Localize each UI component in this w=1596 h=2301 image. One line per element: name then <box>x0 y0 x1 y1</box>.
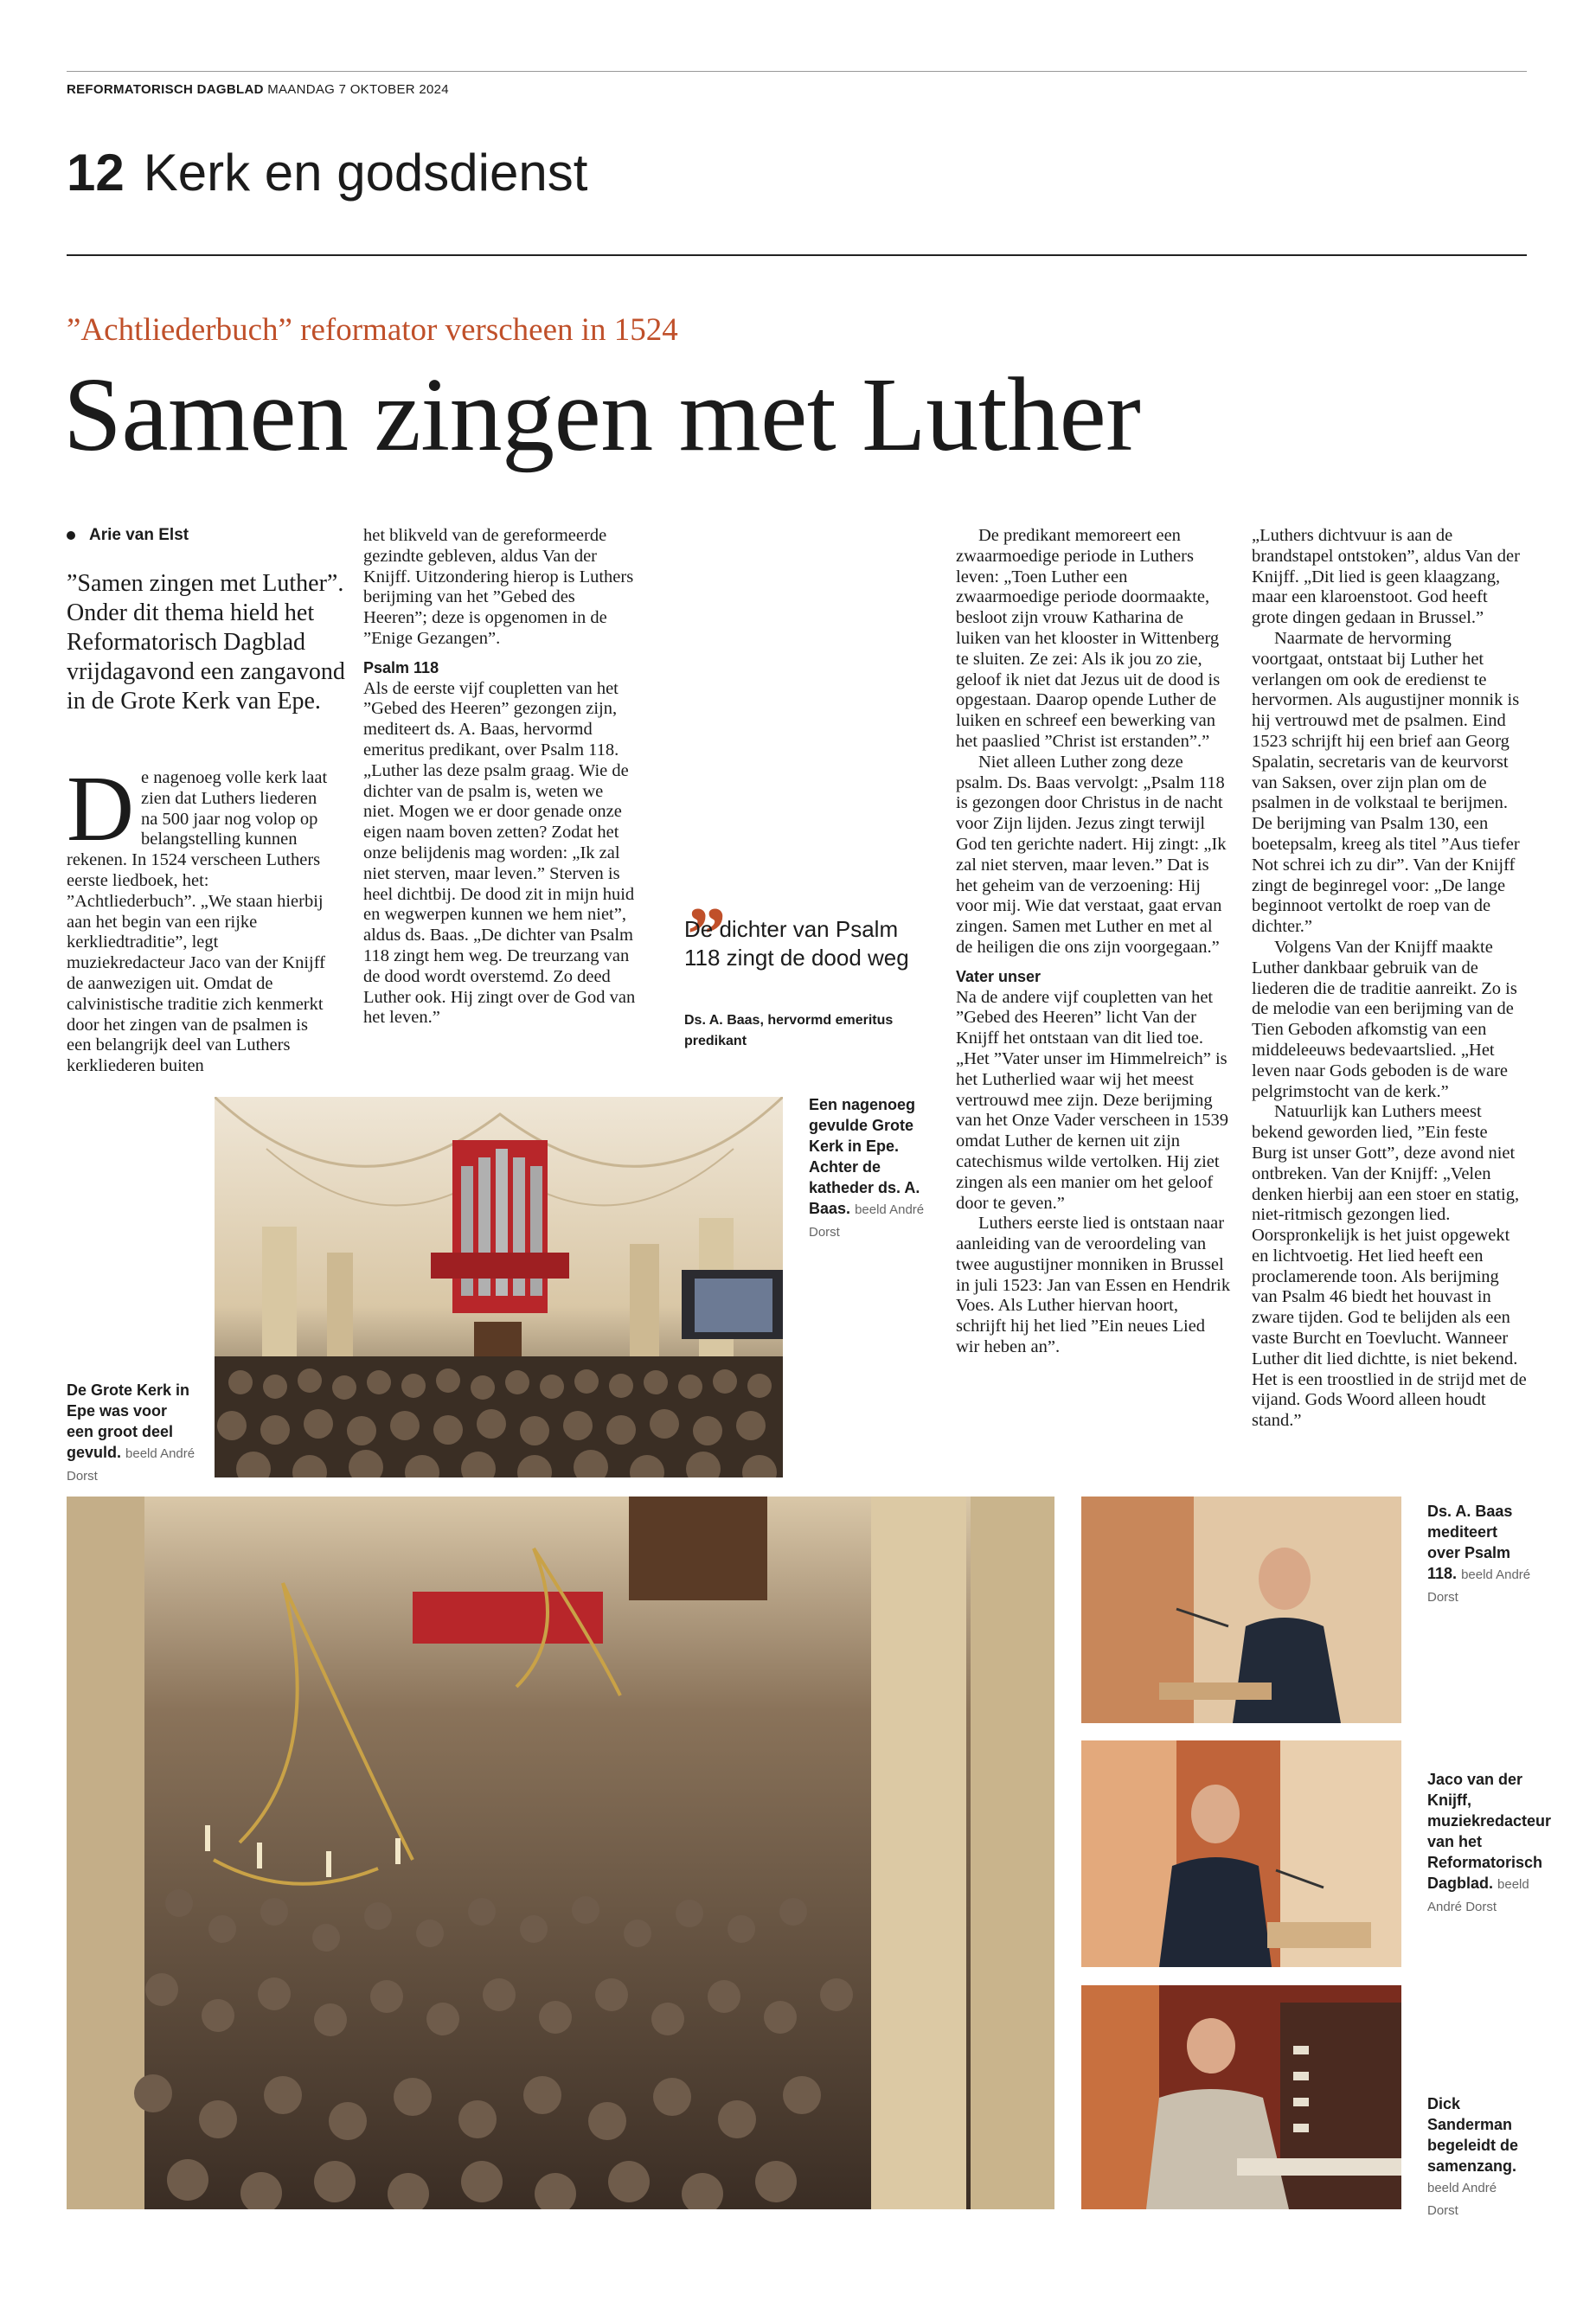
caption-church-interior-credit: beeld André Dorst <box>809 1202 925 1240</box>
caption-sanderman-credit: beeld André Dorst <box>1427 2181 1497 2218</box>
caption-baas <box>1427 1501 1531 1608</box>
column-3-p3: Na de andere vijf coupletten van het ”Gebed des Heeren” licht Van der Knijff het ontstaan van dit lied toe. „Het ”Vater unser im Himmelreich” is het Lutherlied waar wij het meest vertrouwd mee zijn. Deze berijming van het Onze Vader verscheen in 1539 omdat Luther de kernen uit zijn catechismus wilde vertolken. Hij ziet zingen als een manier om het geloof door te geven.” <box>956 987 1228 1213</box>
caption-church-overview-credit: beeld André Dorst <box>67 1446 195 1484</box>
section-header <box>67 143 587 202</box>
column-2-p1: het blikveld van de gereformeerde gezindte gebleven, aldus Van der Knijff. Uitzondering hierop is Luthers berijming van het ”Gebed des Heeren”; deze is opgenomen in de ”Enige Gezangen”. <box>363 526 634 648</box>
pullquote-text: De dichter van Psalm 118 zingt de dood weg <box>684 916 909 971</box>
author-name: Arie van Elst <box>89 526 189 544</box>
caption-church-overview-text: De Grote Kerk in Epe was voor een groot deel gevuld. <box>67 1381 190 1461</box>
masthead-line <box>67 82 449 97</box>
column-1 <box>67 758 335 1077</box>
photo-van-der-knijff <box>1081 1740 1401 1967</box>
caption-knijff <box>1427 1769 1552 1918</box>
caption-knijff-text: Jaco van der Knijff, muziekredacteur van het Reformatorisch Dagblad. <box>1427 1771 1552 1892</box>
column-4-p2: Naarmate de hervorming voortgaat, ontstaat bij Luther het verlangen om ook de eredienst te hervormen. Als augustijner monnik is hij vertrouwd met de psalmen. Eind 1523 schrijft hij een brief aan Georg Spalatin, secretaris van de keurvorst van Saksen, over zijn plan om de psalmen in de volkstaal te berijmen. De berijming van Psalm 130, een boetepsalm, kreeg als titel ”Aus tiefer Not schrei ich zu dir”. Van der Knijff zingt de beginregel voor: „De lange beginnoot vertolkt de roep van de dichter.” <box>1252 628 1520 937</box>
caption-church-overview <box>67 1380 196 1487</box>
caption-church-interior-text: Een nagenoeg gevulde Grote Kerk in Epe. Achter de katheder ds. A. Baas. <box>809 1096 920 1217</box>
section-rule <box>67 254 1527 256</box>
caption-knijff-credit: beeld André Dorst <box>1427 1877 1529 1914</box>
byline-dot <box>67 531 75 540</box>
column-1-text: e nagenoeg volle kerk laat zien dat Luthers liederen na 500 jaar nog volop op belangstelling kunnen rekenen. In 1524 verscheen Luthers eerste liedboek, het: ”Achtliederbuch”. „We staan hierbij aan het begin van een rijke kerkliedtraditie”, legt muziekredacteur Jaco van der Knijff de aanwezigen uit. Omdat de calvinistische traditie zich kenmerkt door het zingen van de psalmen is een belangrijk deel van Luthers kerkliederen buiten <box>67 768 328 1076</box>
page-number: 12 <box>67 144 125 202</box>
caption-sanderman-text: Dick Sanderman begeleidt de samenzang. <box>1427 2095 1519 2175</box>
caption-church-interior <box>809 1094 939 1243</box>
photo-congregation-overview <box>67 1497 1054 2209</box>
subhead-vater-unser: Vater unser <box>956 967 1042 985</box>
kicker: ”Achtliederbuch” reformator verscheen in 1524 <box>67 312 678 348</box>
top-rule <box>67 71 1527 72</box>
column-3-p1: De predikant memoreert een zwaarmoedige periode in Luthers leven: „Toen Luther een zwaarmoedige periode doormaakte, besloot zijn vrouw Katharina de luiken van het klooster in Wittenberg te sluiten. Ze zei: Als ik jou zo zie, geloof ik niet dat Jezus uit de dood is opgestaan. Daarop opende Luther de luiken en schreef een bewerking van het paaslied ”Christ ist erstanden”.” <box>956 526 1221 751</box>
section-title: Kerk en godsdienst <box>143 144 588 202</box>
subhead-psalm-118: Psalm 118 <box>363 658 439 676</box>
pullquote-source: Ds. A. Baas, hervormd emeritus predikant <box>684 1013 894 1048</box>
drop-cap: D <box>67 758 134 861</box>
column-3-p4: Luthers eerste lied is ontstaan naar aanleiding van de veroordeling van twee augustijner monniken in Brussel in juli 1523: Jan van Essen en Hendrik Voes. Als Luther hiervan hoort, schrijft hij het lied ”Ein neues Lied wir heben an”. <box>956 1214 1231 1357</box>
photo-sanderman <box>1081 1985 1401 2209</box>
photo-church-organ <box>215 1097 783 1477</box>
column-4-p4: Natuurlijk kan Luthers meest bekend geworden lied, ”Ein feste Burg ist unser Gott”, deze avond niet ontbreken. Van der Knijff: „Velen denken hierbij aan een stoer en statig, niet-ritmisch gezongen lied. Oorspronkelijk is het juist opgewekt en lichtvoetig. Het lied heeft een proclamerende toon. Als berijming van Psalm 46 biedt het houvast in zware tijden. God te belijden als een vaste Burcht en Toevlucht. Wanneer Luther dit lied dichtte, is niet bekend. Het is een troostlied in de strijd met de vijand. Gods Woord alleen houdt stand.” <box>1252 1102 1527 1431</box>
paper-name: REFORMATORISCH DAGBLAD <box>67 82 264 97</box>
column-2-p2: Als de eerste vijf coupletten van het ”Gebed des Heeren” gezongen zijn, mediteert ds. A. Baas, hervormd emeritus predikant, over Psalm 118. „Luther las deze psalm graag. Wie de dichter van de psalm is, weten we niet. Mogen we er door genade onze eigen naam boven zetten? Zodat het onze belijdenis mag worden: „Ik zal niet sterven, maar leven.” Sterven is heel dichtbij. De dood zit in mijn huid en wegwerpen kunnen we hem niet”, aldus ds. Baas. „De dichter van Psalm 118 zingt hem weg. De treurzang van de dood wordt overstemd. Zo deed Luther ook. Hij zingt over de God van het leven.” <box>363 678 636 1028</box>
column-4-p3: Volgens Van der Knijff maakte Luther dankbaar gebruik van de liederen die de traditie aanreikt. Zo is de melodie van een berijming van de Tien Geboden afkomstig van een middeleeuws bedevaartslied. „Het leven naar Gods geboden is de ware pelgrimstocht van de kerk.” <box>1252 937 1517 1101</box>
caption-sanderman <box>1427 2093 1531 2221</box>
issue-date: MAANDAG 7 OKTOBER 2024 <box>267 82 449 97</box>
column-4 <box>1252 526 1527 1432</box>
column-2 <box>363 526 638 1029</box>
column-4-p1: „Luthers dichtvuur is aan de brandstapel ontstoken”, aldus Van der Knijff. „Dit lied is geen klaagzang, maar een klaroenstoot. God heeft grote dingen gedaan in Brussel.” <box>1252 526 1520 628</box>
quote-mark-icon: „ <box>688 852 727 938</box>
caption-baas-credit: beeld André Dorst <box>1427 1567 1531 1605</box>
column-3 <box>956 526 1231 1358</box>
byline <box>67 526 189 545</box>
photo-ds-baas <box>1081 1497 1401 1723</box>
caption-baas-text: Ds. A. Baas mediteert over Psalm 118. <box>1427 1503 1513 1582</box>
column-3-p2: Niet alleen Luther zong deze psalm. Ds. Baas vervolgt: „Psalm 118 is gezongen door Christus in de nacht voor Zijn lijden. Jezus zingt terwijl God ten gerichte nadert. Hij zingt: „Ik zal niet sterven, maar leven.” Dat is het geheim van de verzoening: Hij voor mij. Wie dat verstaat, gaat ervan zingen. Samen met Luther en met al de heiligen die ons zijn voorgegaan.” <box>956 752 1227 957</box>
headline: Samen zingen met Luther <box>63 356 1141 473</box>
article-intro: ”Samen zingen met Luther”. Onder dit thema hield het Reformatorisch Dagblad vrijdagavond een zangavond in de Grote Kerk van Epe. <box>67 570 345 715</box>
